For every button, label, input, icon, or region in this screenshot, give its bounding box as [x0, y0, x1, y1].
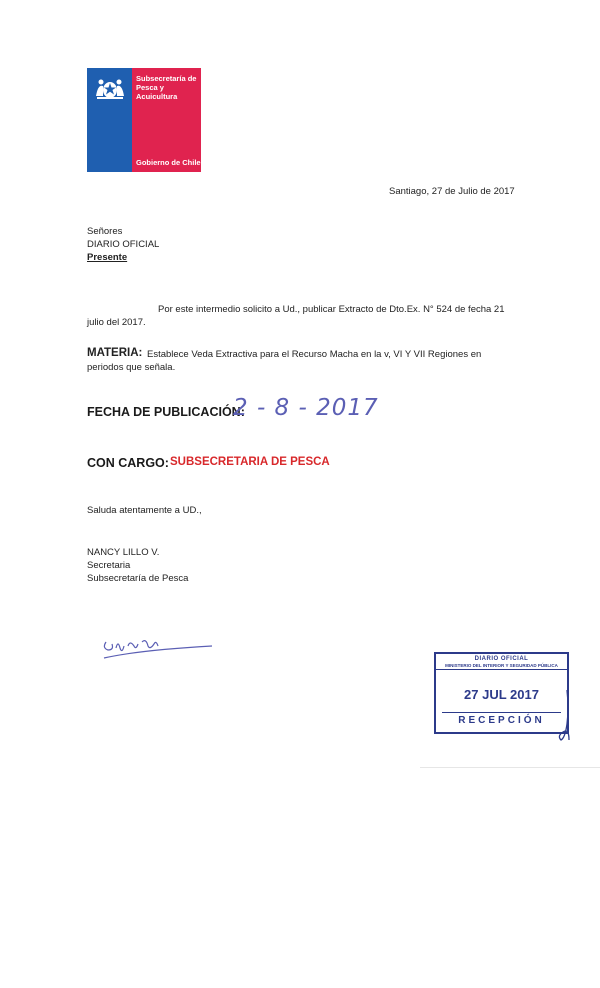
coat-of-arms-icon [92, 74, 128, 102]
handwritten-signature-scribble [100, 628, 215, 666]
logo-government-name: Gobierno de Chile [136, 158, 201, 167]
recipient-presente: Presente [87, 252, 128, 263]
body-paragraph-line2: julio del 2017. [87, 317, 146, 328]
logo-institution-name: Subsecretaría de Pesca y Acuicultura [136, 74, 197, 101]
stamp-scribble-mark [555, 688, 577, 746]
stamp-org-line: DIARIO OFICIAL [474, 656, 529, 662]
signatory-org: Subsecretaría de Pesca [87, 573, 189, 584]
stamp-date: 27 JUL 2017 [464, 687, 539, 702]
institution-logo [87, 68, 201, 172]
recipient-name: DIARIO OFICIAL [87, 239, 160, 250]
fecha-publicacion-label: FECHA DE PUBLICACIÓN: [87, 405, 245, 419]
signatory-title: Secretaria [87, 560, 131, 571]
date-line: Santiago, 27 de Julio de 2017 [389, 186, 515, 197]
materia-label: MATERIA: [87, 347, 143, 359]
body-paragraph-line1: Por este intermedio solicito a Ud., publicar Extracto de Dto.Ex. N° 524 de fecha 21 [158, 304, 505, 315]
closing-line: Saluda atentamente a UD., [87, 505, 202, 516]
materia-text: Establece Veda Extractiva para el Recurso Macha en la v, VI Y VII Regiones en [147, 349, 482, 360]
recipient-salutation: Señores [87, 226, 123, 237]
stamp-ministry-line: MINISTERIO DEL INTERIOR Y SEGURIDAD PÚBLICA [436, 663, 567, 670]
con-cargo-value: SUBSECRETARIA DE PESCA [170, 456, 330, 468]
materia-text-line2: periodos que señala. [87, 362, 176, 373]
signatory-name: NANCY LILLO V. [87, 547, 160, 558]
reception-stamp [434, 652, 569, 734]
logo-blue-panel [87, 68, 132, 172]
con-cargo-label: CON CARGO: [87, 456, 169, 470]
fecha-publicacion-handwritten: 2 - 8 - 2017 [233, 395, 379, 421]
stamp-label: RECEPCIÓN [442, 712, 561, 726]
page-rule [420, 767, 600, 768]
logo-red-panel [132, 68, 201, 172]
